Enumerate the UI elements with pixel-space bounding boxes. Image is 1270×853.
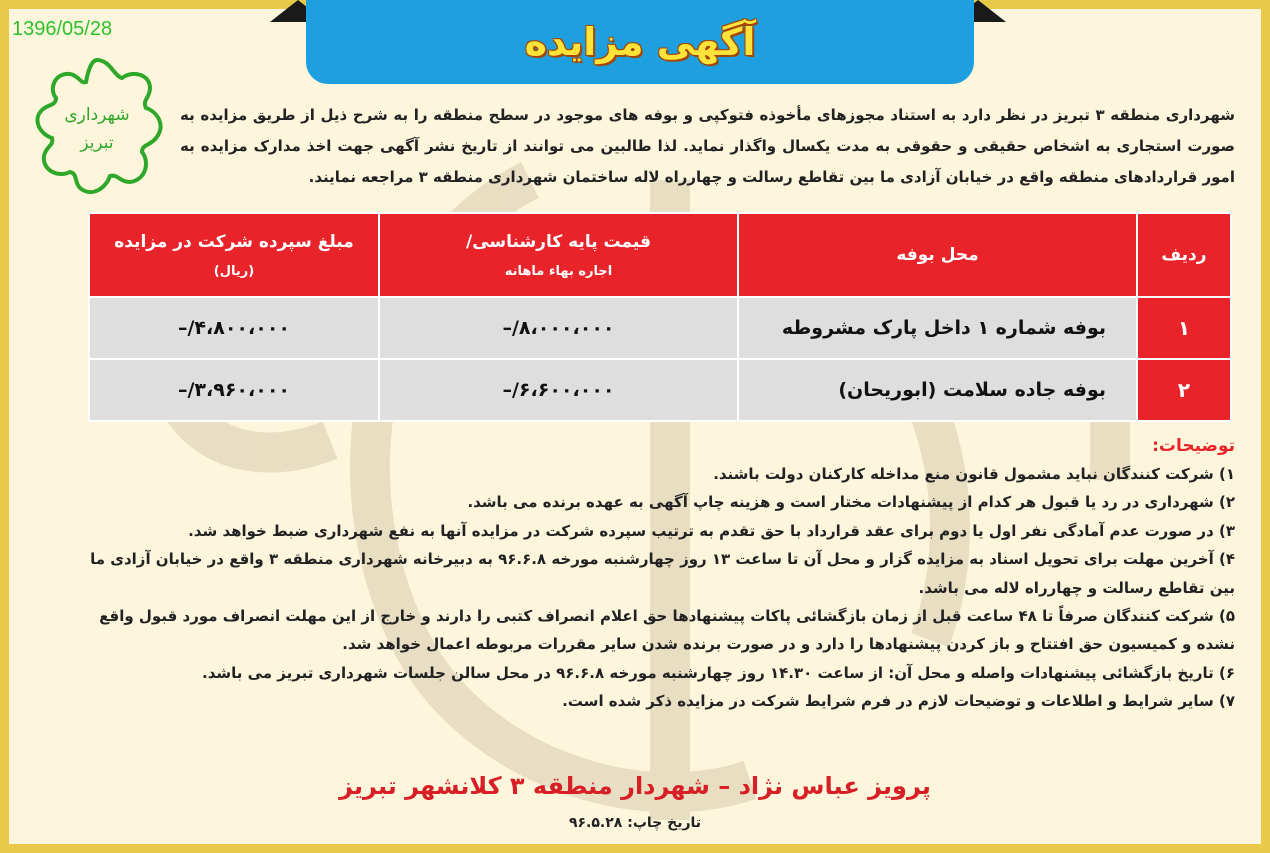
note-line: ۷) سایر شرایط و اطلاعات و توضیحات لازم در فرم شرایط شرکت در مزایده ذکر شده است. [562, 692, 1235, 711]
logo-text-line1: شهرداری [64, 105, 130, 125]
row-index: ۱ [1137, 297, 1231, 359]
header-location-label: محل بوفه [896, 245, 979, 265]
row-index: ۲ [1137, 359, 1231, 421]
header-location [738, 213, 1137, 297]
logo-text-line2: تبریز [80, 133, 114, 153]
row-deposit: ۴،۸۰۰،۰۰۰/– [89, 297, 379, 359]
note-line: نشده و کمیسیون حق افتتاح و باز کردن پیشنهادها را دارد و در صورت برنده شدن سایر مقررات مربوطه اعمال خواهد شد. [342, 635, 1235, 654]
date-stamp: 1396/05/28 [12, 18, 113, 40]
title-banner [306, 0, 974, 84]
row-location: بوفه شماره ۱ داخل پارک مشروطه [738, 297, 1137, 359]
header-row-label: ردیف [1161, 245, 1207, 265]
note-line: ۶) تاریخ بازگشائی پیشنهادات واصله و محل آن: از ساعت ۱۴.۳۰ روز چهارشنبه مورخه ۹۶.۶.۸ در محل سالن جلسات شهرداری تبریز می باشد. [202, 663, 1235, 682]
note-line: ۱) شرکت کنندگان نباید مشمول قانون منع مداخله کارکنان دولت باشند. [713, 465, 1235, 483]
note-line: ۳) در صورت عدم آمادگی نفر اول یا دوم برای عقد قرارداد با حق تقدم به ترتیب سپرده شرکت در مزایده آنها به نفع شهرداری ضبط خواهد شد. [188, 521, 1235, 540]
header-deposit [89, 213, 379, 297]
notes-title: توضیحات: [1152, 436, 1235, 456]
row-price: ۸،۰۰۰،۰۰۰/– [379, 297, 738, 359]
header-deposit-sub: (ریال) [213, 263, 255, 279]
note-line: ۴) آخرین مهلت برای تحویل اسناد به مزایده گزار و محل آن تا ساعت ۱۳ روز چهارشنبه مورخه ۹۶.۶.۸ به دبیرخانه شهرداری منطقه ۳ واقع در خیابان آزادی ما [90, 550, 1235, 569]
header-row-number [1137, 213, 1231, 297]
note-line: ۵) شرکت کنندگان صرفاً تا ۴۸ ساعت قبل از زمان بازگشائی پاکات پیشنهادها حق اعلام انصراف کتبی را دارند و خارج از این مهلت انصراف مورد قبول واقع [99, 607, 1235, 626]
row-deposit: ۳،۹۶۰،۰۰۰/– [89, 359, 379, 421]
header-price-sub: اجاره بهاء ماهانه [504, 263, 613, 279]
note-line: بین تقاطع رسالت و چهارراه لاله می باشد. [918, 578, 1235, 597]
row-price: ۶،۶۰۰،۰۰۰/– [379, 359, 738, 421]
intro-paragraph: شهرداری منطقه ۳ تبریز در نظر دارد به استناد مجوزهای مأخوذه فتوکپی و بوفه های موجود در سطح منطقه را به شرح ذیل از طریق مزایده به صورت استجاری به اشخاص حقیقی و حقوقی به مدت یکسال واگذار نماید. لذا طالبین می توانند از تاریخ نشر آگهی جهت اخذ مدارک مزایده به امور قراردادهای منطقه واقع در خیابان آزادی ما بین تقاطع رسالت و چهارراه لاله ساختمان شهرداری منطقه ۳ مراجعه نمایند. [180, 106, 1235, 186]
page-title: آگهی مزایده [524, 20, 756, 64]
notes-section [40, 436, 1235, 716]
table-row [89, 359, 1231, 421]
note-line: ۲) شهرداری در رد یا قبول هر کدام از پیشنهادات مختار است و هزینه چاپ آگهی به عهده برنده می باشد. [467, 493, 1235, 512]
header-deposit-label: مبلغ سپرده شرکت در مزایده [114, 231, 354, 252]
row-location: بوفه جاده سلامت (ابوریحان) [738, 359, 1137, 421]
tabriz-municipality-logo [22, 52, 172, 202]
auction-table [88, 212, 1232, 422]
table-header-row [89, 213, 1231, 297]
print-date: تاریخ چاپ: ۹۶.۵.۲۸ [568, 815, 702, 831]
header-price-label: قیمت پایه کارشناسی/ [466, 231, 651, 252]
header-price [379, 213, 738, 297]
table-row [89, 297, 1231, 359]
signature: پرویز عباس نژاد – شهردار منطقه ۳ کلانشهر تبریز [339, 772, 931, 800]
